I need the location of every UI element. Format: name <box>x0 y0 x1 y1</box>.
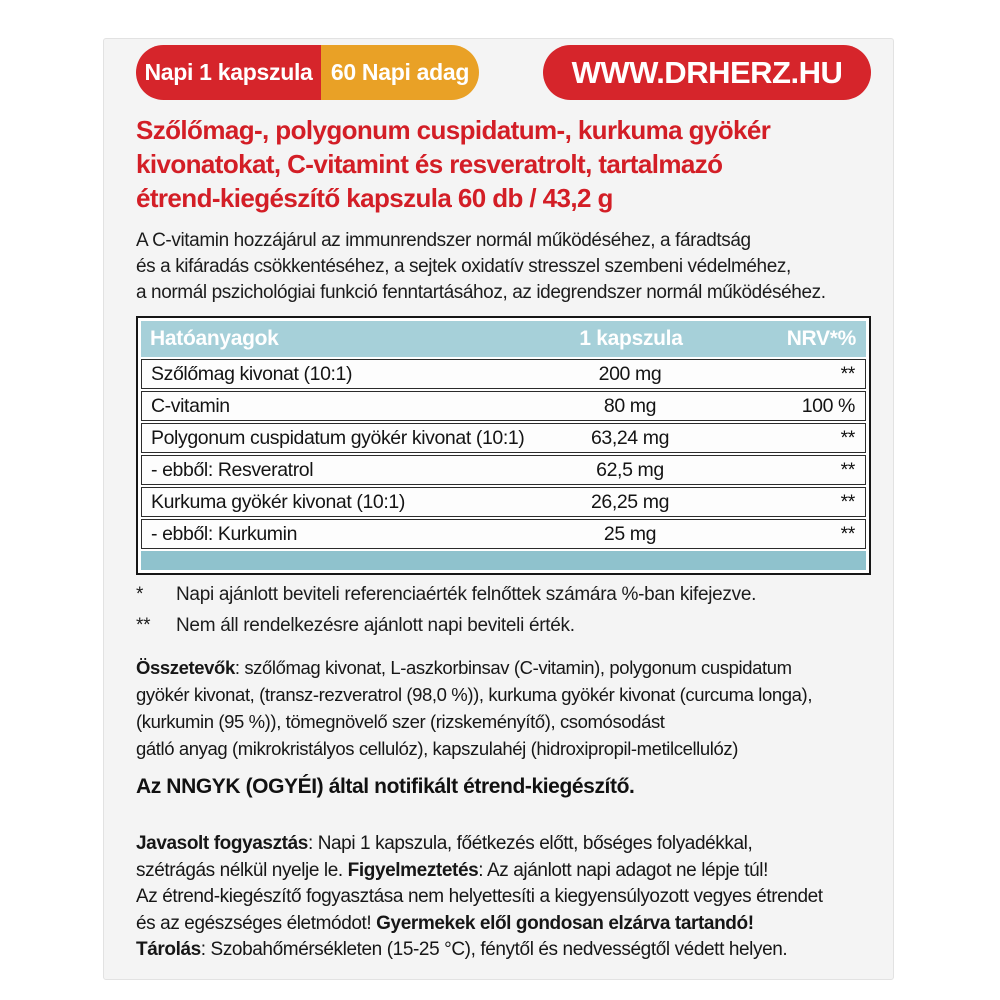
ingredient-amount: 26,25 mg <box>590 490 670 513</box>
storage-text: : Szobahőmérsékleten (15-25 °C), fénytől és nedvességtől védett helyen. <box>200 939 788 960</box>
ingredients-line-4: gátló anyag (mikrokristályos cellulóz), kapszulahéj (hidroxipropil-metilcellulóz) <box>136 738 738 759</box>
active-ingredients-table <box>136 316 871 575</box>
product-title-line-2: kivonatokat, C-vitamint és resveratrolt, tartalmazó <box>136 149 723 179</box>
ingredient-amount: 63,24 mg <box>590 426 670 449</box>
ingredients-line-2: gyökér kivonat, (transz-rezveratrol (98,0 %)), kurkuma gyökér kivonat (curcuma longa), <box>136 684 813 705</box>
health-claims-line-3: a normál pszichológiai funkció fenntartásához, az idegrendszer normál működéséhez. <box>136 282 826 303</box>
ingredient-nrv: ** <box>840 458 855 481</box>
ingredients-line-1-text: : szőlőmag kivonat, L-aszkorbinsav (C-vitamin), polygonum cuspidatum <box>234 657 792 678</box>
warning-label: Figyelmeztetés <box>347 859 479 881</box>
usage-line-1-text: : Napi 1 kapszula, főétkezés előtt, bőséges folyadékkal, <box>307 833 753 854</box>
health-claims-text <box>136 228 826 306</box>
usage-line-2 <box>136 858 823 885</box>
ingredient-nrv: 100 % <box>801 394 855 417</box>
usage-line-2-text-b: : Az ajánlott napi adagot ne lépje túl! <box>478 859 768 881</box>
ingredient-name: Polygonum cuspidatum gyökér kivonat (10:1) <box>151 426 525 449</box>
footnote-double-asterisk <box>136 610 756 641</box>
footnote-single-asterisk <box>136 579 756 610</box>
footnotes <box>136 579 756 641</box>
table-header-ingredients: Hatóanyagok <box>150 327 279 350</box>
health-claims-line-1: A C-vitamin hozzájárul az immunrendszer normál működéséhez, a fáradtság <box>136 230 751 251</box>
usage-line-3: Az étrend-kiegészítő fogyasztása nem helyettesíti a kiegyensúlyozott vegyes étrendet <box>136 886 823 907</box>
table-row <box>141 359 866 389</box>
usage-line-5 <box>136 937 823 964</box>
table-header-row <box>141 321 866 357</box>
health-claims-line-2: és a kifáradás csökkentéséhez, a sejtek oxidatív stresszel szembeni védelméhez, <box>136 256 791 277</box>
ingredients-line-1 <box>136 654 812 681</box>
ingredient-name: - ebből: Kurkumin <box>151 522 298 545</box>
table-row <box>141 423 866 453</box>
ingredients-list <box>136 654 812 762</box>
footnote-symbol: ** <box>136 615 151 636</box>
ingredient-amount: 62,5 mg <box>596 458 664 481</box>
label-card <box>103 38 894 980</box>
ingredient-amount: 200 mg <box>598 362 662 385</box>
ingredient-amount: 80 mg <box>603 394 657 417</box>
keep-away-from-children-text: Gyermekek elől gondosan elzárva tartandó! <box>376 912 754 934</box>
usage-line-2-text-a: szétrágás nélkül nyelje le. <box>136 859 348 881</box>
ingredient-name: Kurkuma gyökér kivonat (10:1) <box>151 490 405 513</box>
usage-and-storage <box>136 831 823 964</box>
table-footer-band <box>141 551 866 570</box>
dosage-capsule-badge <box>136 45 479 100</box>
capsule-badge-right-label: 60 Napi adag <box>321 45 479 100</box>
usage-line-4-text: és az egészséges életmódot! <box>136 912 377 934</box>
product-title-line-1: Szőlőmag-, polygonum cuspidatum-, kurkuma gyökér <box>136 115 771 145</box>
product-title-line-3: étrend-kiegészítő kapszula 60 db / 43,2 g <box>136 183 613 213</box>
table-header-per-capsule: 1 kapszula <box>579 327 683 350</box>
suggested-use-label: Javasolt fogyasztás <box>136 833 308 854</box>
product-title <box>136 113 770 215</box>
ingredient-name: - ebből: Resveratrol <box>151 458 314 481</box>
storage-label: Tárolás <box>136 939 201 960</box>
footnote-symbol: * <box>136 584 144 605</box>
table-row <box>141 519 866 549</box>
usage-line-4 <box>136 911 823 938</box>
ingredients-line-3: (kurkumin (95 %)), tömegnövelő szer (rizskeményítő), csomósodást <box>136 711 665 732</box>
ingredient-nrv: ** <box>840 490 855 513</box>
footnote-text: Nem áll rendelkezésre ajánlott napi beviteli érték. <box>176 615 575 636</box>
ingredient-nrv: ** <box>840 362 855 385</box>
ingredient-nrv: ** <box>840 426 855 449</box>
ingredient-name: C-vitamin <box>151 394 230 417</box>
notification-statement: Az NNGYK (OGYÉI) által notifikált étrend-kiegészítő. <box>136 775 635 798</box>
ingredient-name: Szőlőmag kivonat (10:1) <box>151 362 353 385</box>
website-badge: WWW.DRHERZ.HU <box>543 45 871 100</box>
capsule-badge-left-label: Napi 1 kapszula <box>136 45 321 100</box>
usage-line-1 <box>136 831 823 858</box>
footnote-text: Napi ajánlott beviteli referenciaérték felnőttek számára %-ban kifejezve. <box>176 584 757 605</box>
table-header-nrv: NRV*% <box>786 327 856 350</box>
ingredient-nrv: ** <box>840 522 855 545</box>
ingredients-label: Összetevők <box>136 657 235 678</box>
ingredient-amount: 25 mg <box>603 522 657 545</box>
table-row <box>141 455 866 485</box>
table-row <box>141 487 866 517</box>
table-row <box>141 391 866 421</box>
